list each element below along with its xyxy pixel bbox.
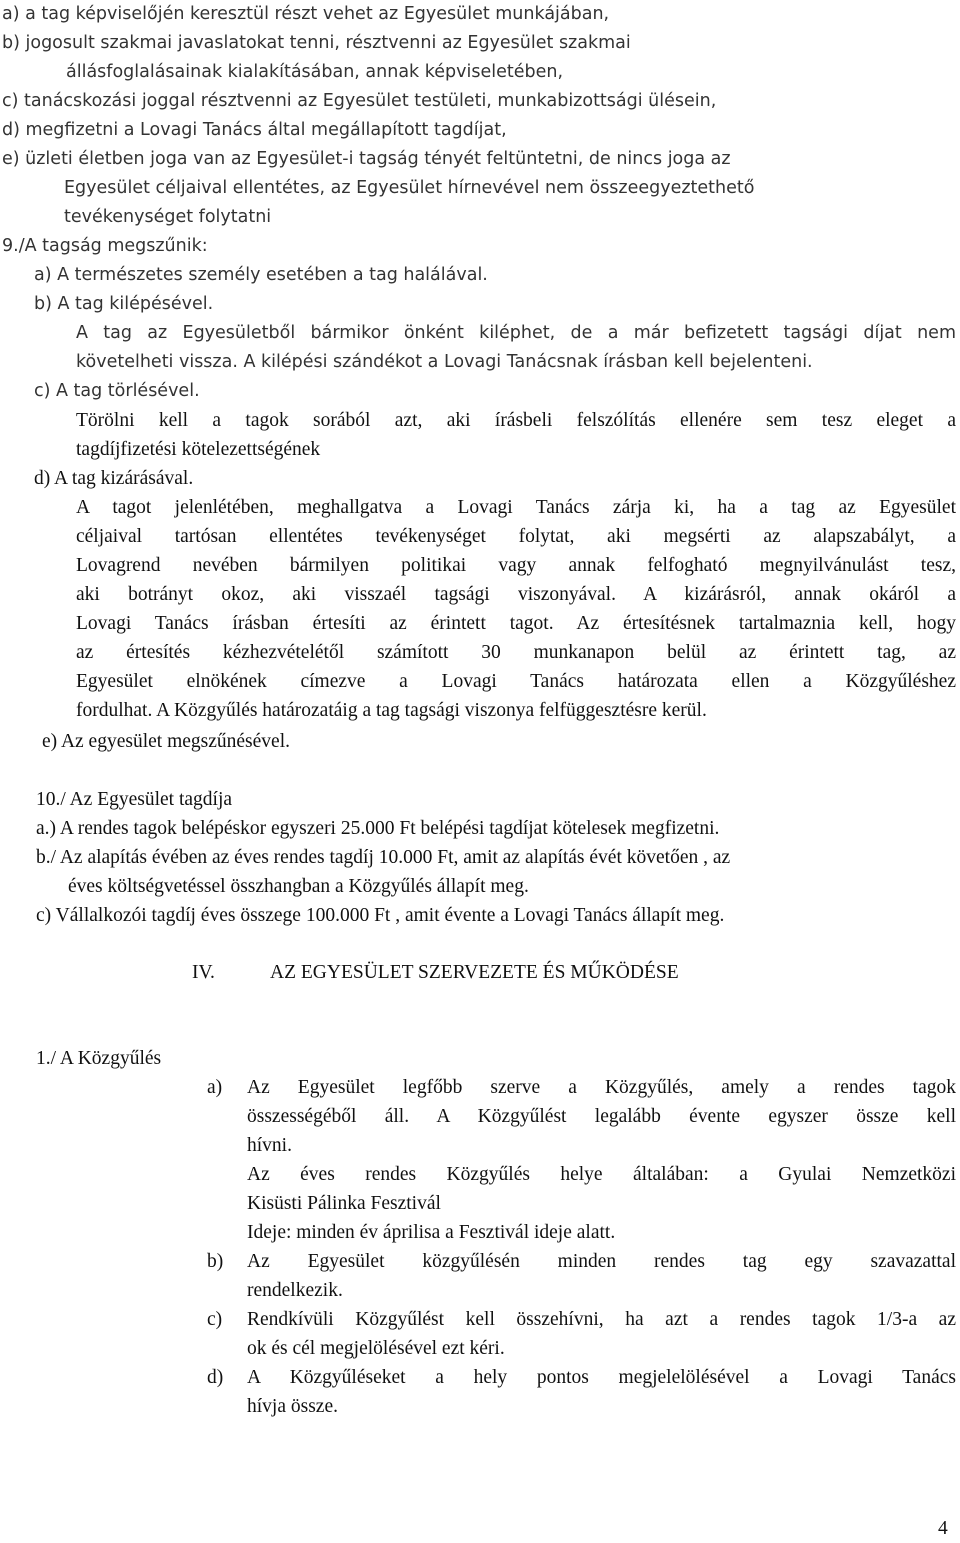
termination-item-d: d) A tag kizárásával. — [34, 468, 194, 489]
assembly-item-c-1: Rendkívüli Közgyűlést kell összehívni, ha azt a rendes tagok 1/3-a az — [247, 1309, 956, 1330]
fee-b-cont: éves költségvetéssel összhangban a Közgyűlés állapít meg. — [68, 876, 529, 897]
right-c: c) tanácskozási joggal résztvenni az Egyesület testületi, munkabizottsági ülésein, — [2, 91, 717, 111]
assembly-heading: 1./ A Közgyűlés — [36, 1048, 162, 1069]
assembly-item-d-2: hívja össze. — [247, 1396, 338, 1417]
chapter-number: IV. — [192, 962, 215, 983]
assembly-item-a-1: Az Egyesület legfőbb szerve a Közgyűlés, amely a rendes tagok — [247, 1077, 956, 1098]
assembly-item-b-1: Az Egyesület közgyűlésén minden rendes tag egy szavazattal — [247, 1251, 956, 1272]
right-a: a) a tag képviselőjén keresztül részt vehet az Egyesület munkájában, — [2, 4, 610, 24]
expulsion-text-4: aki botrányt okoz, aki visszaél tagsági viszonyával. A kizárásról, annak okáról a — [76, 584, 956, 605]
assembly-item-a-5: Kisüsti Pálinka Fesztivál — [247, 1193, 441, 1214]
assembly-item-c-label: c) — [207, 1309, 223, 1330]
expulsion-text-1: A tagot jelenlétében, meghallgatva a Lovagi Tanács zárja ki, ha a tag az Egyesület — [76, 497, 956, 518]
assembly-item-a-6: Ideje: minden év áprilisa a Fesztivál ideje alatt. — [247, 1222, 616, 1243]
right-e-cont-2: tevékenységet folytatni — [64, 207, 272, 227]
fee-a: a.) A rendes tagok belépéskor egyszeri 25.000 Ft belépési tagdíjat kötelesek megfizetni. — [36, 818, 720, 839]
termination-item-b: b) A tag kilépésével. — [34, 294, 214, 314]
expulsion-text-7: Egyesület elnökének címezve a Lovagi Tanács határozata ellen a Közgyűléshez — [76, 671, 956, 692]
right-b: b) jogosult szakmai javaslatokat tenni, résztvenni az Egyesület szakmai — [2, 33, 631, 53]
assembly-item-a-3: hívni. — [247, 1135, 292, 1156]
deletion-text-1: Törölni kell a tagok sorából azt, aki írásbeli felszólítás ellenére sem tesz eleget a — [76, 410, 956, 431]
exit-text-2: követelheti vissza. A kilépési szándékot a Lovagi Tanácsnak írásban kell bejelenteni. — [76, 352, 813, 372]
expulsion-text-8: fordulhat. A Közgyűlés határozatáig a tag tagsági viszonya felfüggesztésre kerül. — [76, 700, 707, 721]
expulsion-text-6: az értesítés kézhezvételétől számított 30 munkanapon belül az érintett tag, az — [76, 642, 956, 663]
chapter-title: AZ EGYESÜLET SZERVEZETE ÉS MŰKÖDÉSE — [270, 962, 679, 983]
assembly-item-b-label: b) — [207, 1251, 224, 1272]
fee-heading: 10./ Az Egyesület tagdíja — [36, 789, 233, 810]
termination-item-c: c) A tag törlésével. — [34, 381, 200, 401]
termination-item-e: e) Az egyesület megszűnésével. — [42, 731, 290, 752]
assembly-item-a-4: Az éves rendes Közgyűlés helye általában: a Gyulai Nemzetközi — [247, 1164, 956, 1185]
assembly-item-b-2: rendelkezik. — [247, 1280, 343, 1301]
fee-c: c) Vállalkozói tagdíj éves összege 100.000 Ft , amit évente a Lovagi Tanács állapít meg. — [36, 905, 725, 926]
expulsion-text-3: Lovagrend nevében bármilyen politikai vagy annak felfogható megnyilvánulást tesz, — [76, 555, 956, 576]
right-e-cont-1: Egyesület céljaival ellentétes, az Egyesület hírnevével nem összeegyeztethető — [64, 178, 755, 198]
expulsion-text-5: Lovagi Tanács írásban értesíti az érintett tagot. Az értesítésnek tartalmaznia kell, hogy — [76, 613, 956, 634]
assembly-item-a-2: összességéből áll. A Közgyűlést legalább évente egyszer össze kell — [247, 1106, 956, 1127]
assembly-item-a-label: a) — [207, 1077, 223, 1098]
right-d: d) megfizetni a Lovagi Tanács által megállapított tagdíjat, — [2, 120, 507, 140]
expulsion-text-2: céljaival tartósan ellentétes tevékenységet folytat, aki megsérti az alapszabályt, a — [76, 526, 956, 547]
termination-heading: 9./A tagság megszűnik: — [2, 236, 208, 256]
assembly-item-d-1: A Közgyűléseket a hely pontos megjelelölésével a Lovagi Tanács — [247, 1367, 956, 1388]
termination-item-a: a) A természetes személy esetében a tag halálával. — [34, 265, 488, 285]
assembly-item-d-label: d) — [207, 1367, 224, 1388]
deletion-text-2: tagdíjfizetési kötelezettségének — [76, 439, 321, 460]
exit-text-1: A tag az Egyesületből bármikor önként kiléphet, de a már befizetett tagsági díjat nem — [76, 323, 956, 343]
assembly-item-c-2: ok és cél megjelölésével ezt kéri. — [247, 1338, 505, 1359]
page-number: 4 — [938, 1518, 948, 1539]
right-b-cont: állásfoglalásainak kialakításában, annak képviseletében, — [66, 62, 564, 82]
right-e: e) üzleti életben joga van az Egyesület-i tagság tényét feltüntetni, de nincs joga az — [2, 149, 731, 169]
fee-b: b./ Az alapítás évében az éves rendes tagdíj 10.000 Ft, amit az alapítás évét követően , az — [36, 847, 731, 868]
